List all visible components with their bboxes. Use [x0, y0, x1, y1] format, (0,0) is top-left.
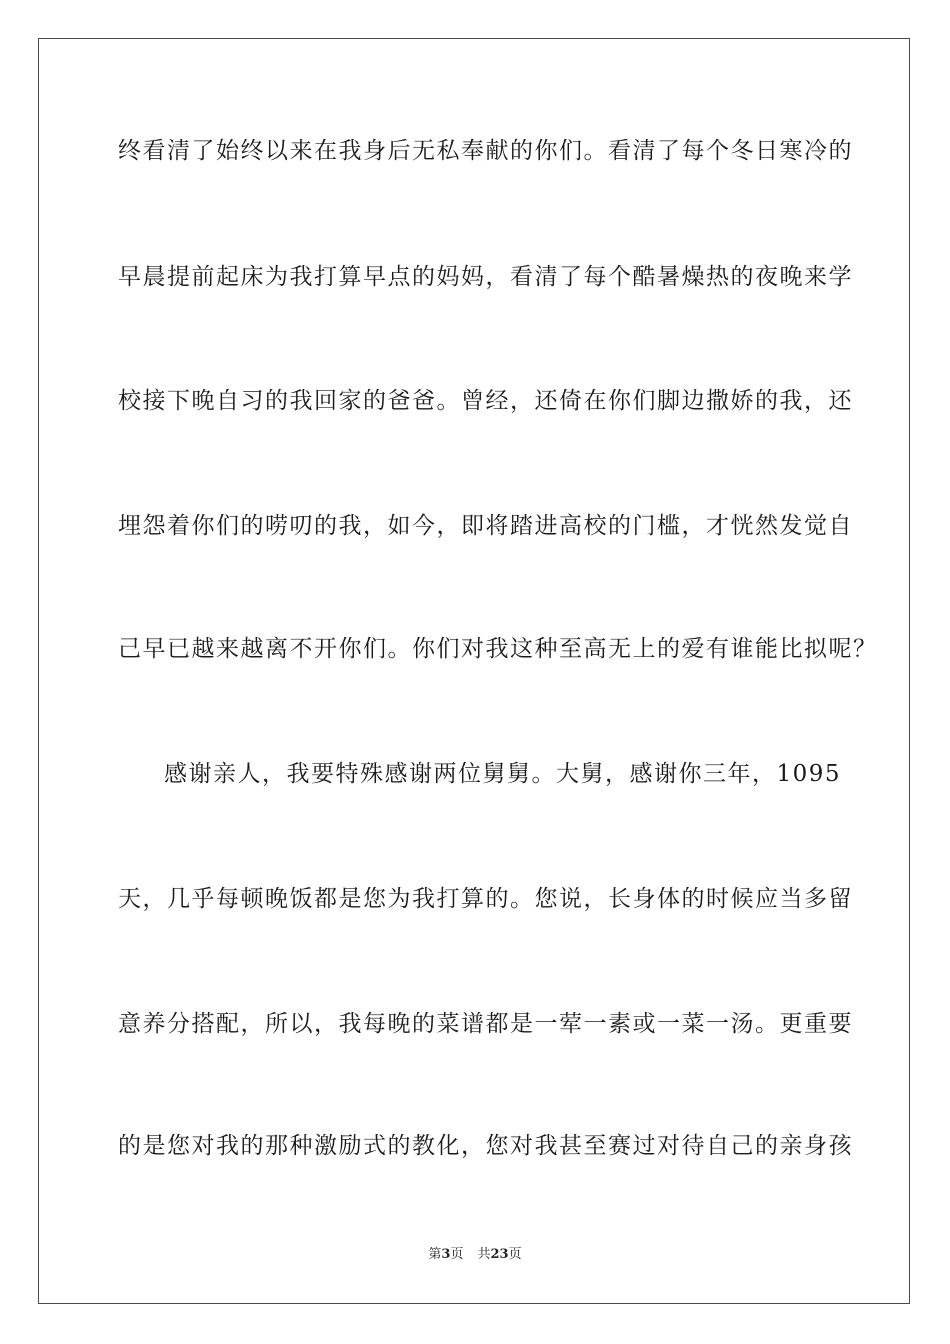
- total-suffix: 页: [508, 1247, 522, 1262]
- total-prefix: 共: [477, 1247, 491, 1262]
- body-line-2: 早晨提前起床为我打算早点的妈妈，看清了每个酷暑燥热的夜晚来学: [118, 264, 853, 290]
- body-line-5: 己早已越来越离不开你们。你们对我这种至高无上的爱有谁能比拟呢？: [118, 636, 878, 662]
- total-pages: 23: [490, 1247, 509, 1262]
- page-frame: [38, 38, 910, 1304]
- body-line-4: 埋怨着你们的唠叨的我，如今，即将踏进高校的门槛，才恍然发觉自: [118, 513, 853, 539]
- page-footer: [0, 1246, 950, 1264]
- body-line-7: 天，几乎每顿晚饭都是您为我打算的。您说，长身体的时候应当多留: [118, 886, 853, 912]
- paragraph-start-line: 感谢亲人，我要特殊感谢两位舅舅。大舅，感谢你三年，1095: [164, 761, 842, 787]
- page-prefix: 第: [428, 1247, 442, 1262]
- body-line-1: 终看清了始终以来在我身后无私奉献的你们。看清了每个冬日寒冷的: [118, 138, 853, 164]
- page-number: 3: [441, 1247, 451, 1262]
- body-line-3: 校接下晚自习的我回家的爸爸。曾经，还倚在你们脚边撒娇的我，还: [118, 388, 853, 414]
- body-line-8: 意养分搭配，所以，我每晚的菜谱都是一荤一素或一菜一汤。更重要: [118, 1011, 853, 1037]
- body-line-9: 的是您对我的那种激励式的教化，您对我甚至赛过对待自己的亲身孩: [118, 1133, 853, 1159]
- page-suffix: 页: [450, 1247, 464, 1262]
